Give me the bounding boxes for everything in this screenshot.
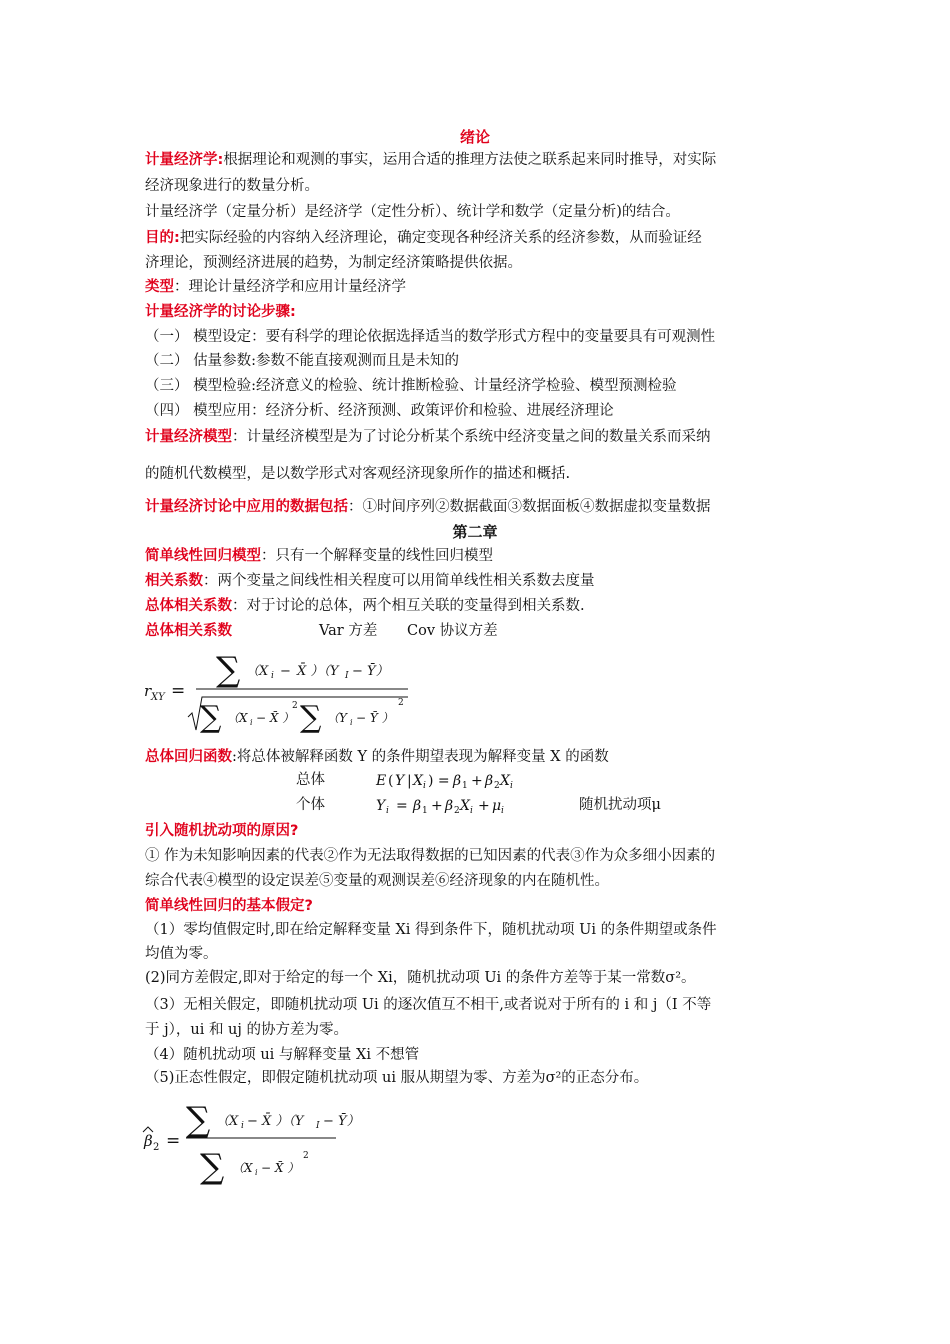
svg-text:（X: （X	[246, 664, 269, 679]
type-text: ：理论计量经济学和应用计量经济学	[174, 279, 406, 295]
assume-item: 均值为零。	[145, 946, 218, 962]
step-item: （四） 模型应用：经济分析、经济预测、政策评价和检验、进展经济理论	[145, 403, 614, 419]
svg-text:r: r	[144, 682, 152, 700]
slr-line	[145, 546, 493, 566]
svg-text:+: +	[478, 798, 490, 814]
svg-text:（X: （X	[216, 1114, 239, 1129]
svg-text:|: |	[407, 773, 412, 789]
svg-text:X̄ ）（Y: X̄ ）（Y	[297, 664, 339, 679]
assume-heading: 简单线性回归的基本假定?	[145, 898, 313, 914]
beta-hat-formula-svg	[140, 1096, 360, 1187]
data-line	[145, 497, 711, 517]
svg-text:μ: μ	[492, 798, 502, 814]
disturbance-label: 随机扰动项μ	[579, 797, 661, 813]
svg-text:（X: （X	[227, 711, 248, 725]
svg-text:− Ȳ）: − Ȳ）	[323, 1114, 360, 1129]
chapter1-title: 绪论	[459, 128, 490, 146]
slr-text: ：只有一个解释变量的线性回归模型	[261, 548, 493, 564]
step-item: （三） 模型检验:经济意义的检验、统计推断检验、计量经济学检验、模型预测检验	[145, 378, 677, 394]
data-label: 计量经济讨论中应用的数据包括	[145, 499, 348, 515]
correlation-formula	[140, 645, 420, 740]
svg-text:) =: ) =	[428, 773, 450, 789]
corr-label: 相关系数	[145, 573, 203, 589]
goal-label: 目的:	[145, 230, 180, 246]
svg-text:β: β	[413, 798, 422, 814]
svg-text:i: i	[350, 718, 353, 727]
model-text: ：计量经济模型是为了讨论分析某个系统中经济变量之间的数量关系而采纳	[232, 429, 711, 445]
svg-text:− Ȳ）: − Ȳ）	[352, 664, 389, 679]
reg-text: :将总体被解释函数 Y 的条件期望表现为解释变量 X 的函数	[232, 749, 609, 765]
assume-item: （3）无相关假定，即随机扰动项 Ui 的逐次值互不相干,或者说对于所有的 i 和 j（I 不等	[145, 997, 712, 1013]
individual-formula-svg	[376, 792, 546, 818]
svg-text:− Ȳ ）: − Ȳ ）	[356, 711, 394, 725]
svg-text:+: +	[471, 773, 483, 789]
svg-text:2: 2	[398, 698, 404, 708]
goal-line	[145, 228, 702, 248]
svg-text:∑: ∑	[216, 650, 241, 690]
svg-text:−: −	[280, 664, 291, 679]
svg-text:I: I	[345, 671, 349, 681]
total-label: 总体	[296, 772, 325, 788]
svg-text:− X̄ ）: − X̄ ）	[256, 711, 295, 725]
reason-heading: 引入随机扰动项的原因?	[145, 823, 299, 839]
svg-text:i: i	[250, 718, 253, 727]
total-formula-svg	[376, 767, 546, 793]
svg-text:XY: XY	[151, 692, 165, 703]
model-line	[145, 427, 711, 447]
corr-text: ：两个变量之间线性相关程度可以用简单线性相关系数去度量	[203, 573, 595, 589]
svg-text:i: i	[386, 806, 389, 816]
assume-item: (2)同方差假定,即对于给定的每一个 Xi，随机扰动项 Ui 的条件方差等于某一常数σ²。	[145, 970, 696, 986]
svg-text:i: i	[423, 781, 426, 791]
svg-text:∑: ∑	[186, 1100, 211, 1140]
assume-item: （1）零均值假定时,即在给定解释变量 Xi 得到条件下，随机扰动项 Ui 的条件期望或条件	[145, 922, 717, 938]
svg-text:2: 2	[292, 701, 298, 711]
type-label: 类型	[145, 279, 174, 295]
assume-item: 于 j），ui 和 uj 的协方差为零。	[145, 1022, 348, 1038]
svg-text:E: E	[376, 773, 387, 789]
svg-text:1: 1	[462, 781, 468, 791]
svg-text:1: 1	[422, 806, 428, 816]
steps-heading: 计量经济学的讨论步骤:	[145, 304, 296, 320]
svg-text:i: i	[271, 671, 274, 681]
svg-text:i: i	[501, 806, 504, 816]
svg-text:（Y: （Y	[327, 711, 347, 725]
svg-text:X: X	[500, 773, 510, 789]
svg-text:2: 2	[153, 1142, 160, 1153]
pop-corr-line	[145, 596, 585, 616]
svg-text:i: i	[255, 1168, 258, 1177]
svg-text:β: β	[453, 773, 462, 789]
reason-text-cont: 综合代表④模型的设定误差⑤变量的观测误差⑥经济现象的内在随机性。	[145, 873, 609, 889]
reg-line	[145, 747, 609, 767]
svg-text:+: +	[431, 798, 443, 814]
svg-text:=: =	[396, 798, 408, 814]
svg-text:∑: ∑	[200, 700, 222, 735]
chapter2-title: 第二章	[452, 523, 498, 541]
svg-text:=: =	[166, 1131, 181, 1151]
slr-label: 简单线性回归模型	[145, 548, 261, 564]
reason-text: ① 作为未知影响因素的代表②作为无法取得数据的已知因素的代表③作为众多细小因素的	[145, 848, 716, 864]
var-text: Var 方差	[319, 623, 378, 639]
svg-text:Y: Y	[376, 798, 386, 814]
corr-line	[145, 571, 595, 591]
step-item: （一） 模型设定：要有科学的理论依据选择适当的数学形式方程中的变量要具有可观测性	[145, 329, 716, 345]
type-line	[145, 277, 406, 297]
svg-text:i: i	[510, 781, 513, 791]
svg-text:β: β	[445, 798, 454, 814]
svg-text:2: 2	[303, 1151, 309, 1161]
svg-text:X: X	[460, 798, 470, 814]
cov-text: Cov 协议方差	[407, 623, 498, 639]
pop-corr-text: ：对于讨论的总体，两个相互关联的变量得到相关系数.	[232, 598, 585, 614]
model-label: 计量经济模型	[145, 429, 232, 445]
svg-text:β: β	[144, 1132, 153, 1150]
definition-line	[145, 150, 716, 170]
goal-text-cont: 济理论，预测经济进展的趋势，为制定经济策略提供依据。	[145, 255, 522, 271]
pop-corr-label: 总体相关系数	[145, 598, 232, 614]
combination-text: 计量经济学（定量分析）是经济学（定性分析）、统计学和数学（定量分析)的结合。	[145, 204, 680, 220]
svg-text:i: i	[470, 806, 473, 816]
step-item: （二） 估量参数:参数不能直接观测而且是未知的	[145, 353, 459, 369]
svg-text:β: β	[485, 773, 494, 789]
svg-text:(: (	[388, 773, 394, 789]
svg-text:I: I	[316, 1121, 320, 1131]
beta-hat-formula	[140, 1096, 360, 1187]
assume-item: （4）随机扰动项 ui 与解释变量 Xi 不想管	[145, 1047, 420, 1063]
svg-text:i: i	[241, 1121, 244, 1131]
correlation-formula-svg	[140, 645, 420, 740]
individual-label: 个体	[296, 797, 325, 813]
definition-text-cont: 经济现象进行的数量分析。	[145, 178, 319, 194]
svg-text:Y: Y	[395, 773, 405, 789]
definition-label: 计量经济学:	[145, 152, 224, 168]
pop-corr-line2	[145, 621, 498, 641]
svg-text:=: =	[171, 681, 186, 701]
assume-item: （5)正态性假定，即假定随机扰动项 ui 服从期望为零、方差为σ²的正态分布。	[145, 1070, 649, 1086]
svg-text:∑: ∑	[300, 700, 322, 735]
svg-text:2: 2	[454, 806, 460, 816]
definition-text: 根据理论和观测的事实，运用合适的推理方法使之联系起来同时推导，对实际	[223, 152, 717, 168]
svg-text:（X: （X	[232, 1161, 253, 1175]
pop-corr-label2: 总体相关系数	[145, 623, 232, 639]
model-text-cont: 的随机代数模型，是以数学形式对客观经济现象所作的描述和概括.	[145, 466, 571, 482]
data-text: ：①时间序列②数据截面③数据面板④数据虚拟变量数据	[348, 499, 711, 515]
individual-formula	[376, 792, 546, 822]
svg-text:− X̄ ）: − X̄ ）	[261, 1161, 300, 1175]
svg-text:− X̄ ）（Y: − X̄ ）（Y	[247, 1114, 304, 1129]
reg-label: 总体回归函数	[145, 749, 232, 765]
svg-text:2: 2	[494, 781, 500, 791]
goal-text: 把实际经验的内容纳入经济理论，确定变现各种经济关系的经济参数，从而验证经	[179, 230, 702, 246]
svg-text:∑: ∑	[200, 1147, 225, 1187]
svg-text:X: X	[413, 773, 423, 789]
